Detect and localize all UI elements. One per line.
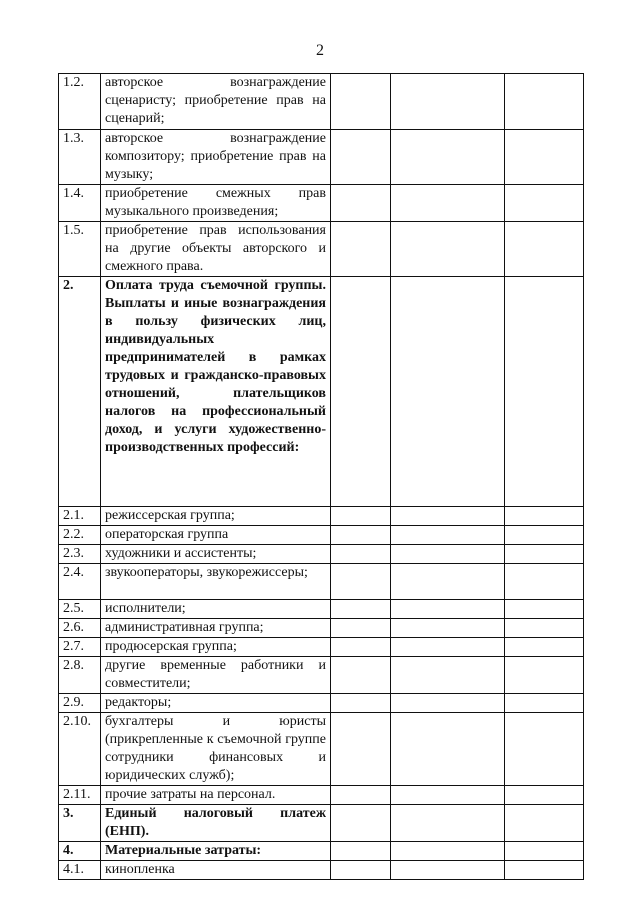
empty-cell bbox=[505, 130, 584, 185]
row-description: прочие затраты на персонал. bbox=[101, 786, 331, 805]
empty-cell bbox=[331, 657, 391, 694]
empty-cell bbox=[391, 600, 505, 619]
row-description: Оплата труда съемочной группы. Выплаты и иные вознаграждения в пользу физических лиц, индивидуальных предпринимателей в рамках трудовых и гражданско-правовых отношений, плательщиков налогов на профессиональный доход, и услуги художественно-производственных профессий: bbox=[101, 277, 331, 507]
row-number: 4. bbox=[59, 842, 101, 861]
empty-cell bbox=[505, 713, 584, 786]
row-number: 4.1. bbox=[59, 861, 101, 880]
empty-cell bbox=[391, 786, 505, 805]
table-row bbox=[59, 861, 584, 880]
empty-cell bbox=[391, 507, 505, 526]
row-description: звукооператоры, звукорежиссеры; bbox=[101, 564, 331, 600]
empty-cell bbox=[505, 526, 584, 545]
empty-cell bbox=[505, 805, 584, 842]
empty-cell bbox=[391, 222, 505, 277]
empty-cell bbox=[331, 185, 391, 222]
row-description: Материальные затраты: bbox=[101, 842, 331, 861]
table-row bbox=[59, 545, 584, 564]
row-description: редакторы; bbox=[101, 694, 331, 713]
empty-cell bbox=[331, 861, 391, 880]
empty-cell bbox=[391, 805, 505, 842]
row-number: 3. bbox=[59, 805, 101, 842]
table-row bbox=[59, 600, 584, 619]
empty-cell bbox=[331, 694, 391, 713]
table-row bbox=[59, 564, 584, 600]
table-row bbox=[59, 74, 584, 130]
row-description: исполнители; bbox=[101, 600, 331, 619]
table-row bbox=[59, 786, 584, 805]
budget-table bbox=[58, 73, 584, 880]
table-row bbox=[59, 185, 584, 222]
row-number: 2. bbox=[59, 277, 101, 507]
row-number: 2.8. bbox=[59, 657, 101, 694]
row-description: художники и ассистенты; bbox=[101, 545, 331, 564]
empty-cell bbox=[391, 694, 505, 713]
empty-cell bbox=[505, 507, 584, 526]
empty-cell bbox=[331, 526, 391, 545]
table-row bbox=[59, 222, 584, 277]
table-row bbox=[59, 713, 584, 786]
empty-cell bbox=[505, 694, 584, 713]
empty-cell bbox=[391, 861, 505, 880]
row-description: авторское вознаграждение композитору; приобретение прав на музыку; bbox=[101, 130, 331, 185]
row-number: 2.2. bbox=[59, 526, 101, 545]
empty-cell bbox=[391, 526, 505, 545]
empty-cell bbox=[331, 600, 391, 619]
empty-cell bbox=[391, 185, 505, 222]
table-row bbox=[59, 277, 584, 507]
empty-cell bbox=[331, 222, 391, 277]
empty-cell bbox=[505, 786, 584, 805]
row-description: Единый налоговый платеж (ЕНП). bbox=[101, 805, 331, 842]
row-number: 2.5. bbox=[59, 600, 101, 619]
empty-cell bbox=[505, 638, 584, 657]
empty-cell bbox=[505, 842, 584, 861]
row-number: 2.6. bbox=[59, 619, 101, 638]
empty-cell bbox=[505, 564, 584, 600]
table-row bbox=[59, 805, 584, 842]
empty-cell bbox=[391, 277, 505, 507]
empty-cell bbox=[505, 222, 584, 277]
empty-cell bbox=[331, 564, 391, 600]
empty-cell bbox=[331, 545, 391, 564]
empty-cell bbox=[331, 638, 391, 657]
table-row bbox=[59, 619, 584, 638]
empty-cell bbox=[331, 130, 391, 185]
row-description: операторская группа bbox=[101, 526, 331, 545]
empty-cell bbox=[391, 564, 505, 600]
row-number: 2.11. bbox=[59, 786, 101, 805]
empty-cell bbox=[331, 842, 391, 861]
empty-cell bbox=[391, 713, 505, 786]
empty-cell bbox=[505, 619, 584, 638]
row-number: 1.3. bbox=[59, 130, 101, 185]
row-number: 2.9. bbox=[59, 694, 101, 713]
row-description: бухгалтеры и юристы (прикрепленные к съемочной группе сотрудники финансовых и юридических служб); bbox=[101, 713, 331, 786]
empty-cell bbox=[391, 130, 505, 185]
empty-cell bbox=[331, 619, 391, 638]
row-number: 1.4. bbox=[59, 185, 101, 222]
row-description: другие временные работники и совместители; bbox=[101, 657, 331, 694]
row-description: административная группа; bbox=[101, 619, 331, 638]
row-description: приобретение прав использования на другие объекты авторского и смежного права. bbox=[101, 222, 331, 277]
row-number: 1.2. bbox=[59, 74, 101, 130]
empty-cell bbox=[331, 507, 391, 526]
row-description: приобретение смежных прав музыкального произведения; bbox=[101, 185, 331, 222]
empty-cell bbox=[391, 842, 505, 861]
empty-cell bbox=[331, 713, 391, 786]
empty-cell bbox=[331, 277, 391, 507]
empty-cell bbox=[391, 638, 505, 657]
table-row bbox=[59, 526, 584, 545]
table-row bbox=[59, 694, 584, 713]
row-number: 2.7. bbox=[59, 638, 101, 657]
empty-cell bbox=[331, 786, 391, 805]
row-description: кинопленка bbox=[101, 861, 331, 880]
row-number: 2.1. bbox=[59, 507, 101, 526]
table-row bbox=[59, 638, 584, 657]
empty-cell bbox=[505, 545, 584, 564]
empty-cell bbox=[331, 805, 391, 842]
empty-cell bbox=[391, 657, 505, 694]
empty-cell bbox=[505, 657, 584, 694]
empty-cell bbox=[505, 185, 584, 222]
empty-cell bbox=[505, 74, 584, 130]
empty-cell bbox=[391, 545, 505, 564]
table-row bbox=[59, 507, 584, 526]
row-number: 2.10. bbox=[59, 713, 101, 786]
row-description: продюсерская группа; bbox=[101, 638, 331, 657]
row-number: 2.3. bbox=[59, 545, 101, 564]
page-number: 2 bbox=[316, 42, 324, 59]
row-number: 1.5. bbox=[59, 222, 101, 277]
table-row bbox=[59, 842, 584, 861]
table-row bbox=[59, 130, 584, 185]
table-row bbox=[59, 657, 584, 694]
row-description: авторское вознаграждение сценаристу; приобретение прав на сценарий; bbox=[101, 74, 331, 130]
row-number: 2.4. bbox=[59, 564, 101, 600]
empty-cell bbox=[391, 74, 505, 130]
empty-cell bbox=[391, 619, 505, 638]
empty-cell bbox=[505, 861, 584, 880]
row-description: режиссерская группа; bbox=[101, 507, 331, 526]
empty-cell bbox=[331, 74, 391, 130]
empty-cell bbox=[505, 277, 584, 507]
empty-cell bbox=[505, 600, 584, 619]
